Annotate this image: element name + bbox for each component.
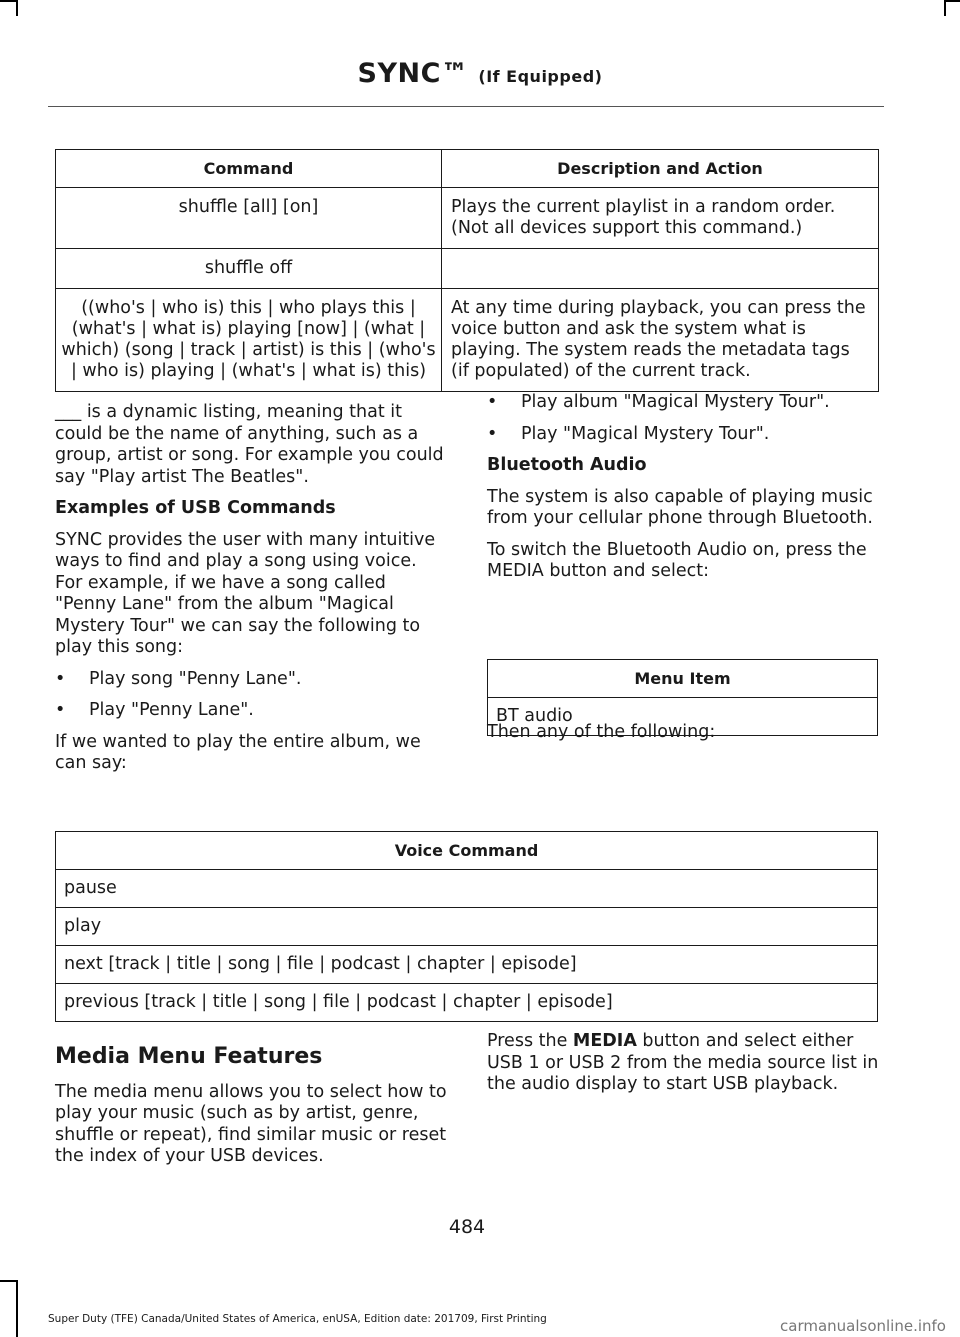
section-title: SYNC™ [357, 58, 469, 89]
list-item-text: Play song "Penny Lane". [89, 668, 302, 689]
column-header-description: Description and Action [442, 150, 879, 188]
list-item-text: Play "Penny Lane". [89, 700, 254, 720]
bullet-icon: • [487, 392, 498, 412]
crop-mark-top-right-v [944, 0, 946, 16]
media-press-paragraph [487, 1031, 882, 1096]
table-row [56, 870, 878, 908]
column-header-voice-command: Voice Command [56, 832, 878, 870]
table-header-row [56, 150, 879, 188]
list-item-text: Play album "Magical Mystery Tour". [521, 392, 830, 412]
bluetooth-switch-paragraph: To switch the Bluetooth Audio on, press the MEDIA button and select: [487, 539, 867, 581]
bullet-icon: • [487, 423, 498, 444]
usb-commands-heading: Examples of USB Commands [55, 498, 336, 518]
description-cell: At any time during playback, you can press the voice button and ask the system what is playing. The system reads the metadata tags (if populated) of the current track. [442, 289, 879, 392]
voice-command-cell: previous [track | title | song | file | podcast | chapter | episode] [56, 984, 878, 1022]
list-item [487, 392, 879, 414]
bullet-icon: • [55, 668, 66, 689]
column-header-menu-item: Menu Item [488, 660, 878, 698]
command-cell: shuffle off [56, 249, 442, 289]
left-column [55, 402, 447, 785]
media-right-column [487, 1031, 882, 1106]
column-header-command: Command [56, 150, 442, 188]
media-menu-heading: Media Menu Features [55, 1044, 323, 1069]
watermark: carmanualsonline.info [780, 1317, 946, 1335]
album-paragraph: If we wanted to play the entire album, we can say: [55, 731, 421, 773]
voice-command-cell: next [track | title | song | file | podcast | chapter | episode] [56, 946, 878, 984]
description-cell: Plays the current playlist in a random order. (Not all devices support this command.) [442, 188, 879, 249]
table-row [56, 946, 878, 984]
bullet-icon: • [55, 700, 66, 720]
media-menu-paragraph: The media menu allows you to select how to play your music (such as by artist, genre, shuffle or repeat), find similar music or reset the index of your USB devices. [55, 1081, 447, 1166]
media-button-name: MEDIA [572, 1031, 637, 1051]
page-title [0, 58, 960, 89]
list-item [487, 424, 879, 446]
crop-mark-top-right [944, 0, 960, 2]
crop-mark-bottom-left-v [16, 1280, 18, 1337]
commands-table [55, 149, 879, 392]
command-cell: ((who's | who is) this | who plays this | (what's | what is) playing [now] | (what | which) (song | track | artist) is this | (who's | who is) playing | (what's | what is) this) [56, 289, 442, 392]
intro-paragraph: ___ is a dynamic listing, meaning that it could be the name of anything, such as a group, artist or song. For example you could say "Play artist The Beatles". [55, 402, 444, 487]
voice-command-cell: play [56, 908, 878, 946]
usb-paragraph: SYNC provides the user with many intuitive ways to find and play a song using voice. For example, if we have a song called "Penny Lane" from the album "Magical Mystery Tour" we can say the following to play this song: [55, 529, 436, 657]
crop-mark-top-left-v [16, 0, 18, 16]
table-row [56, 188, 879, 249]
menu-item-cell: BT audio [488, 698, 878, 736]
list-item [55, 669, 447, 691]
page-number: 484 [448, 1216, 486, 1238]
voice-command-table [55, 831, 878, 1022]
voice-command-cell: pause [56, 870, 878, 908]
list-item-text: Play "Magical Mystery Tour". [521, 423, 770, 444]
header-divider [48, 106, 884, 107]
footer-text: Super Duty (TFE) Canada/United States of America, enUSA, Edition date: 201709, First Printing [48, 1313, 547, 1325]
crop-mark-bottom-left [0, 1280, 16, 1282]
command-cell: shuffle [all] [on] [56, 188, 442, 249]
press-text: Press the [487, 1031, 573, 1051]
then-paragraph: Then any of the following: [487, 722, 716, 742]
section-subtitle: (If Equipped) [478, 67, 603, 86]
media-left-column [55, 1046, 447, 1178]
table-row [56, 249, 879, 289]
list-item [55, 700, 447, 722]
table-row [56, 289, 879, 392]
crop-mark-top-left [0, 0, 16, 2]
table-row [56, 908, 878, 946]
bluetooth-audio-heading: Bluetooth Audio [487, 455, 647, 475]
table-row [56, 984, 878, 1022]
description-cell [442, 249, 879, 289]
table-header-row [56, 832, 878, 870]
press-text-rest: button and select either USB 1 or USB 2 from the media source list in the audio display to start USB playback. [487, 1031, 879, 1094]
table-header-row [488, 660, 878, 698]
right-column [487, 392, 879, 593]
bluetooth-paragraph: The system is also capable of playing music from your cellular phone through Bluetooth. [487, 486, 873, 528]
